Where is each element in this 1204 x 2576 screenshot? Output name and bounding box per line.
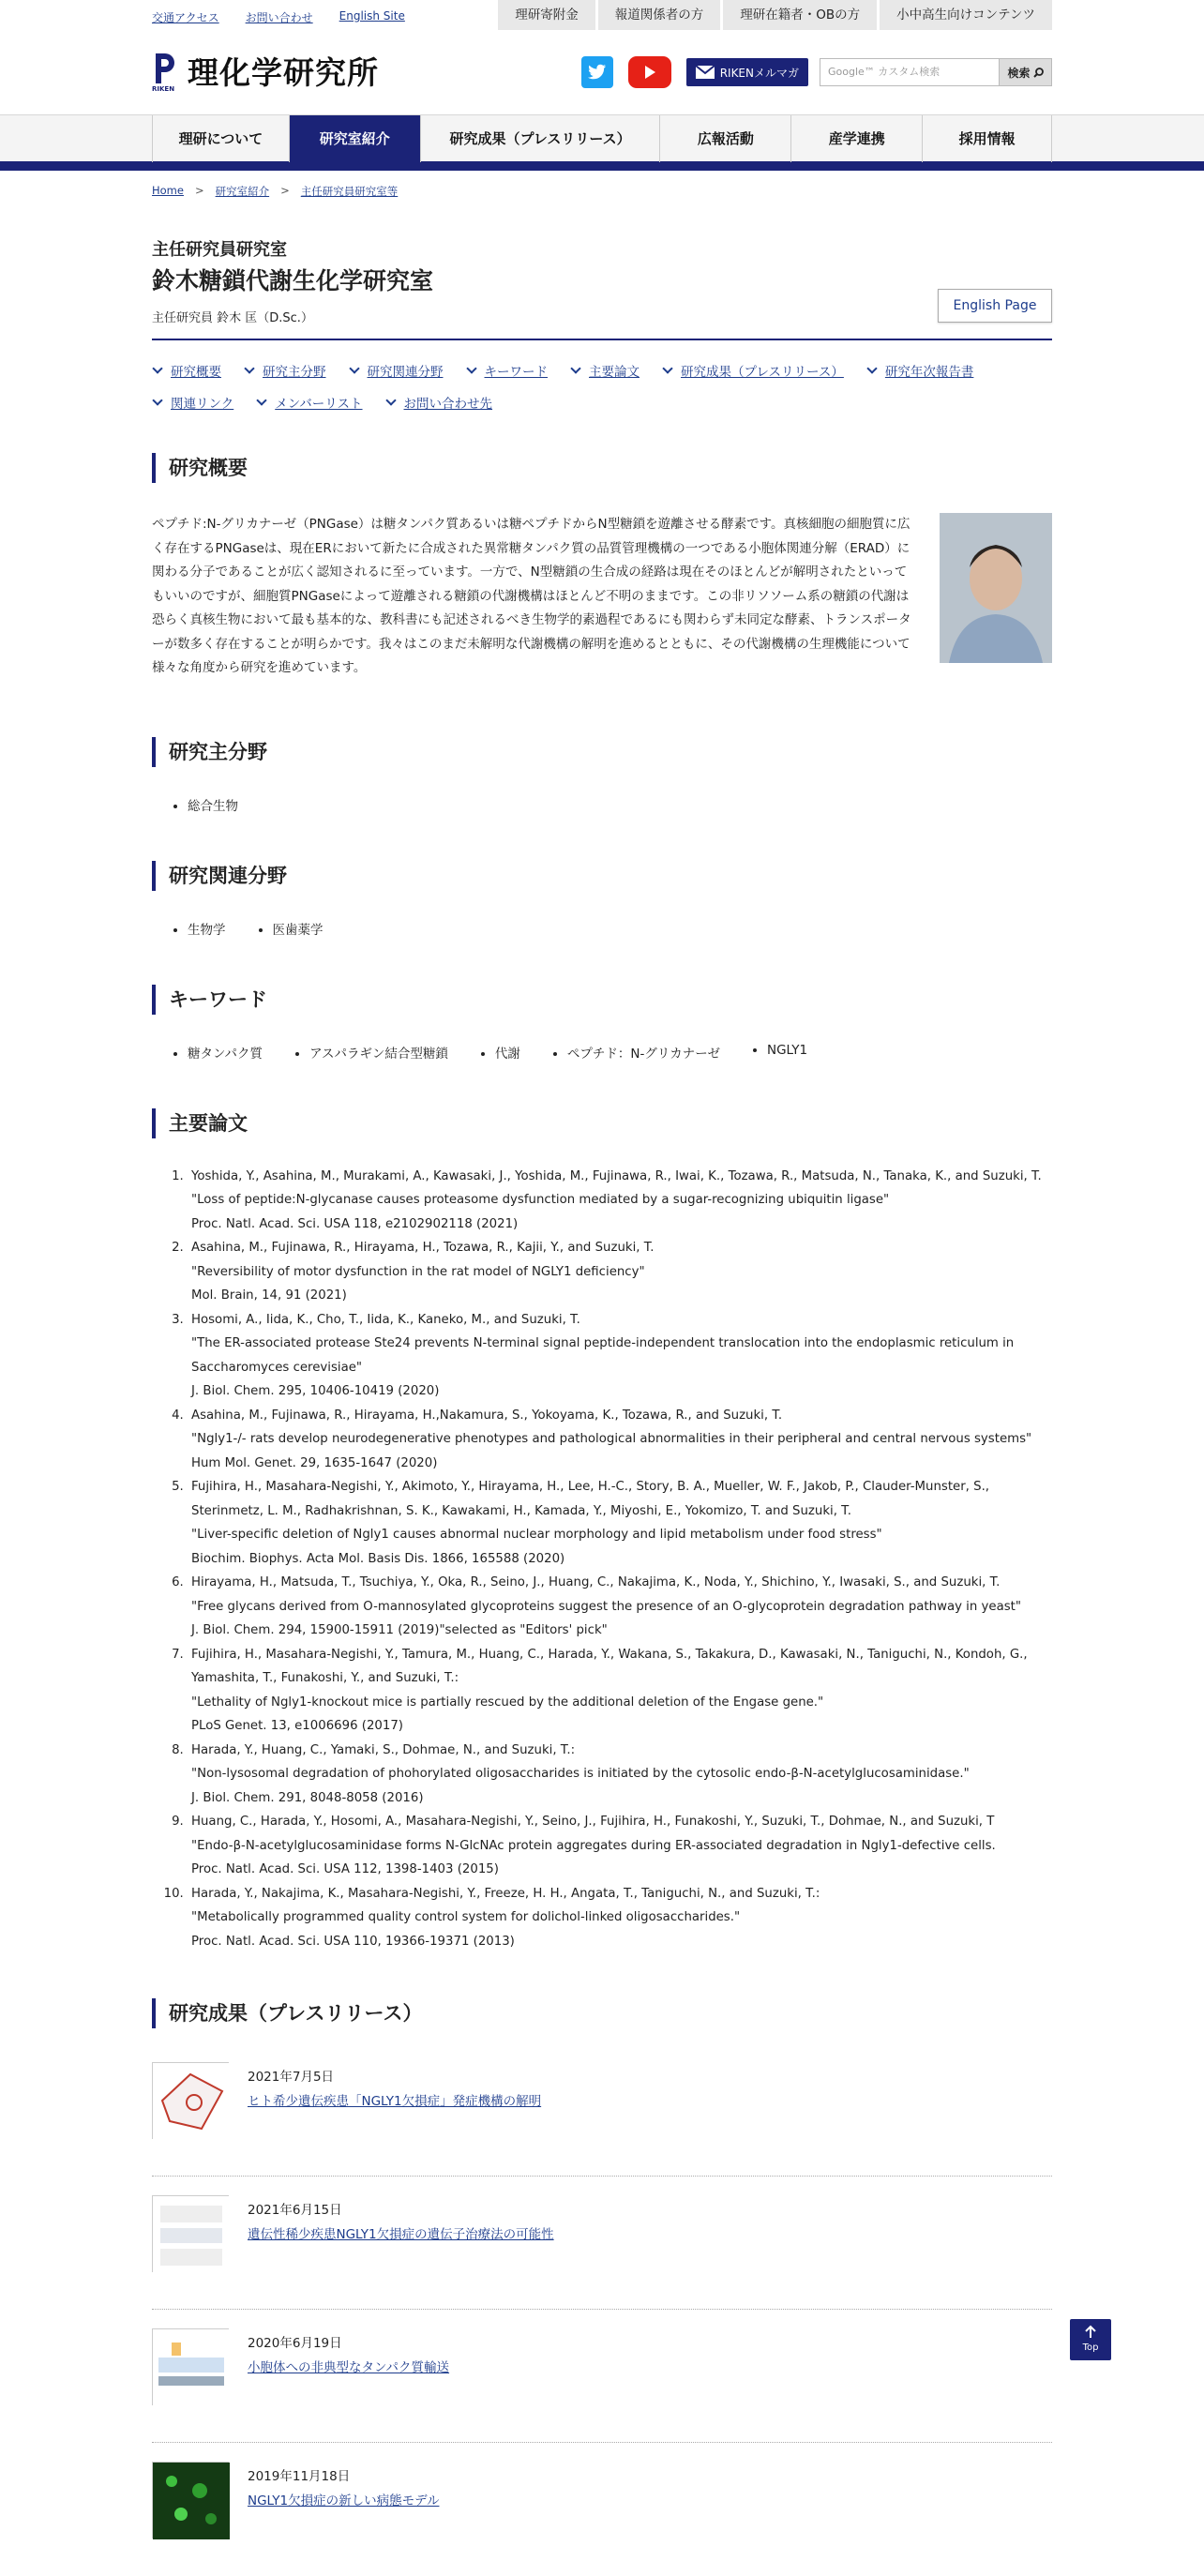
paper-authors: 4. Asahina, M., Fujinawa, R., Hirayama, H.,Nakamura, S., Yokoyama, K., Tozawa, R., and Suzuki, T. — [191, 1408, 783, 1423]
breadcrumb — [152, 184, 1052, 199]
anchor-related-field[interactable]: 研究関連分野 — [349, 361, 444, 380]
anchor-papers[interactable]: 主要論文 — [570, 361, 640, 380]
paper-authors: 2. Asahina, M., Fujinawa, R., Hirayama, H., Tozawa, R., Kajii, Y., and Suzuki, T. — [191, 1241, 655, 1255]
paper-authors: 6. Hirayama, H., Matsuda, T., Tsuchiya, Y., Oka, R., Seino, J., Huang, C., Nakajima, K., Noda, Y., Shichino, Y., Iwasaki, S., and Suzuki, T. — [191, 1575, 1001, 1589]
paper-authors: 9. Huang, C., Harada, Y., Hosomi, A., Masahara-Negishi, Y., Seino, J., Fujihira, H., Funakoshi, Y., Suzuki, T., Dohmae, N., and Suzuki, T — [191, 1815, 995, 1829]
keyword-item: • 代謝 — [495, 1043, 520, 1062]
paper-journal: Proc. Natl. Acad. Sci. USA 118, e2102902118 (2021) — [191, 1216, 519, 1231]
press-text — [248, 2462, 439, 2557]
paper-list — [152, 1165, 1052, 1954]
english-site-link[interactable]: English Site — [339, 9, 405, 23]
utility-bar — [152, 0, 1052, 30]
section-heading-related-field: 研究関連分野 — [152, 861, 1052, 891]
paper-title: "Reversibility of motor dysfunction in the rat model of NGLY1 deficiency" — [191, 1264, 645, 1279]
main-field-item: • 総合生物 — [188, 795, 238, 814]
main-nav-background — [0, 114, 1204, 161]
nav-labs[interactable]: 研究室紹介 — [290, 115, 421, 162]
paper-item — [188, 1882, 1052, 1954]
paper-authors: 8. Harada, Y., Huang, C., Yamaki, S., Dohmae, N., and Suzuki, T.: — [191, 1742, 576, 1757]
breadcrumb-labs[interactable]: 研究室紹介 — [215, 185, 270, 198]
anchor-links — [152, 361, 1052, 412]
anchor-members[interactable]: メンバーリスト — [256, 393, 362, 412]
press-thumbnail[interactable] — [152, 2195, 229, 2272]
search-input[interactable]: Google™ カスタム検索 — [820, 58, 1000, 86]
press-item — [152, 2195, 1052, 2310]
mail-icon — [696, 66, 715, 79]
paper-title: "The ER-associated protease Ste24 prevents N-terminal signal peptide-independent translocation into the endoplasmic reticulum in Saccharomyces cerevisiae" — [191, 1336, 1015, 1375]
section-heading-main-field: 研究主分野 — [152, 737, 1052, 767]
press-item — [152, 2462, 1052, 2576]
press-link[interactable]: ヒト希少遺伝疾患「NGLY1欠損症」発症機構の解明 — [248, 2094, 542, 2109]
anchor-overview[interactable]: 研究概要 — [152, 361, 221, 380]
paper-journal: Mol. Brain, 14, 91 (2021) — [191, 1288, 347, 1303]
overview — [152, 513, 1052, 681]
breadcrumb-home[interactable]: Home — [152, 184, 184, 197]
overview-text: ペプチド:N-グリカナーゼ（PNGase）は糖タンパク質あるいは糖ペプチドからN型糖鎖を遊離させる酵素です。真核細胞の細胞質に広く存在するPNGaseは、現在ERにおいて新たに合成された異常糖タンパク質の品質管理機構の一つである小胞体関連分解（ERAD）に関わる分子であることが広く認知されるに至っています。一方で、N型糖鎖の生合成の経路は現在そのほとんどが解明されたといってもいいのですが、細胞質PNGaseによって遊離される糖鎖の代謝機構はほとんど不明のままです。この非リソソーム系の糖鎖の代謝は恐らく真核生物において最も基本的な、教科書にも記述されるべき生物学的素過程であるにも関わらず未同定な酵素、トランスポーターが数多く存在することが明らかです。我々はこのまだ未解明な代謝機構の解明を進めるとともに、その代謝機構の生理機能について様々な角度から研究を進めています。 — [152, 517, 911, 675]
mail-magazine-button[interactable] — [686, 58, 808, 86]
paper-journal: Proc. Natl. Acad. Sci. USA 112, 1398-1403 (2015) — [191, 1862, 499, 1876]
site-header — [152, 30, 1052, 114]
nav-accent-bar — [0, 161, 1204, 171]
nav-recruit[interactable]: 採用情報 — [923, 115, 1052, 162]
paper-item — [188, 1404, 1052, 1476]
donation-tab[interactable]: 理研寄附金 — [498, 0, 595, 30]
main-nav — [152, 115, 1052, 162]
search-button[interactable] — [1000, 58, 1052, 86]
press-text — [248, 2328, 449, 2423]
press-thumbnail[interactable] — [152, 2328, 229, 2405]
nav-press-release[interactable]: 研究成果（プレスリリース） — [421, 115, 661, 162]
related-field-item: • 医歯薬学 — [273, 919, 324, 938]
alumni-tab[interactable]: 理研在籍者・OBの方 — [723, 0, 877, 30]
paper-title: "Non-lysosomal degradation of phohorylated oligosaccharides is initiated by the cytosolic endo-β-N-acetylglucosaminidase." — [191, 1767, 970, 1781]
mail-magazine-label: RIKENメルマガ — [719, 66, 799, 80]
paper-authors: 10. Harada, Y., Nakajima, K., Masahara-Negishi, Y., Freeze, H. H., Angata, T., Taniguchi, N., and Suzuki, T.: — [191, 1886, 820, 1901]
riken-logo[interactable] — [152, 49, 379, 93]
anchor-keywords[interactable]: キーワード — [466, 361, 549, 380]
nav-pr[interactable]: 広報活動 — [660, 115, 791, 162]
youtube-icon[interactable] — [628, 56, 671, 88]
anchor-press[interactable]: 研究成果（プレスリリース） — [662, 361, 844, 380]
keyword-item: • 糖タンパク質 — [188, 1043, 263, 1062]
paper-item — [188, 1475, 1052, 1571]
lab-pi: 主任研究員 鈴木 匡（D.Sc.） — [152, 311, 313, 325]
search-button-label: 検索 — [1007, 66, 1031, 80]
press-thumbnail[interactable] — [152, 2062, 229, 2139]
riken-logo-sub: RIKEN — [152, 84, 175, 93]
paper-item — [188, 1810, 1052, 1882]
back-to-top-button[interactable] — [1070, 2319, 1111, 2360]
paper-journal: J. Biol. Chem. 291, 8048-8058 (2016) — [191, 1790, 424, 1805]
section-heading-press: 研究成果（プレスリリース） — [152, 1998, 1052, 2028]
press-list — [152, 2062, 1052, 2576]
paper-authors: 7. Fujihira, H., Masahara-Negishi, Y., Tamura, M., Huang, C., Harada, Y., Wakana, S., Takakura, D., Kawasaki, N., Taniguchi, N., Kondoh, G., Yamashita, T., Funakoshi, Y., and Suzuki, T.: — [191, 1647, 1028, 1685]
riken-logo-text: 理化学研究所 — [188, 54, 379, 91]
paper-title: "Lethality of Ngly1-knockout mice is partially rescued by the additional deletion of the Engase gene." — [191, 1695, 824, 1710]
paper-title: "Loss of peptide:N-glycanase causes proteasome dysfunction mediated by a sugar-recognizing ubiquitin ligase" — [191, 1193, 890, 1207]
anchor-contact[interactable]: お問い合わせ先 — [385, 393, 493, 412]
press-text — [248, 2062, 541, 2157]
press-link[interactable]: 小胞体への非典型なタンパク質輸送 — [248, 2360, 450, 2375]
nav-about[interactable]: 理研について — [153, 115, 290, 162]
keyword-item: • NGLY1 — [767, 1043, 807, 1062]
paper-authors: 5. Fujihira, H., Masahara-Negishi, Y., Akimoto, Y., Hirayama, H., Lee, H.-C., Story, B. A., Mueller, W. F., Jakob, P., Clauder-Munster, S., Sterinmetz, L. M., Radhakrishnan, S. K., Kawakami, H., Kamada, Y., Miyoshi, E., Yokomizo, T. and Suzuki, T. — [191, 1480, 990, 1518]
press-date: 2021年7月5日 — [248, 2070, 335, 2085]
press-thumbnail[interactable] — [152, 2462, 229, 2538]
paper-title: "Liver-specific deletion of Ngly1 causes abnormal nuclear morphology and lipid metabolism under food stress" — [191, 1528, 882, 1542]
paper-title: "Metabolically programmed quality control system for dolichol-linked oligosaccharides." — [191, 1910, 741, 1924]
page-title: 鈴木糖鎖代謝生化学研究室 — [152, 267, 434, 294]
search-icon — [1033, 68, 1044, 78]
lab-category: 主任研究員研究室 — [152, 240, 287, 260]
paper-item — [188, 1643, 1052, 1739]
site-search — [820, 58, 1052, 86]
related-field-item: • 生物学 — [188, 919, 226, 938]
access-link[interactable]: 交通アクセス — [152, 11, 219, 24]
lab-header — [152, 236, 1052, 340]
kids-content-tab[interactable]: 小中高生向けコンテンツ — [880, 0, 1052, 30]
paper-journal: PLoS Genet. 13, e1006696 (2017) — [191, 1719, 403, 1733]
twitter-icon[interactable] — [581, 56, 613, 88]
english-page-button[interactable]: English Page — [938, 289, 1052, 323]
press-date: 2021年6月15日 — [248, 2203, 342, 2218]
breadcrumb-pi-labs[interactable]: 主任研究員研究室等 — [300, 185, 399, 198]
press-item — [152, 2328, 1052, 2443]
keyword-item: • アスパラギン結合型糖鎖 — [309, 1043, 448, 1062]
press-item — [152, 2062, 1052, 2177]
section-heading-keywords: キーワード — [152, 985, 1052, 1015]
contact-link[interactable]: お問い合わせ — [245, 11, 313, 24]
breadcrumb-separator: > — [280, 184, 290, 197]
section-heading-overview: 研究概要 — [152, 453, 1052, 483]
press-text — [248, 2195, 554, 2290]
press-link[interactable]: 遺伝性稀少疾患NGLY1欠損症の遺伝子治療法の可能性 — [248, 2227, 554, 2242]
pi-photo — [940, 513, 1052, 663]
paper-journal: Biochim. Biophys. Acta Mol. Basis Dis. 1866, 165588 (2020) — [191, 1551, 565, 1566]
paper-item — [188, 1739, 1052, 1811]
paper-journal: J. Biol. Chem. 294, 15900-15911 (2019)"selected as "Editors' pick" — [191, 1623, 608, 1637]
utility-links — [152, 9, 431, 25]
paper-journal: J. Biol. Chem. 295, 10406-10419 (2020) — [191, 1384, 440, 1398]
back-to-top-label: Top — [1082, 2343, 1099, 2353]
paper-authors: 3. Hosomi, A., Iida, K., Cho, T., Iida, K., Kaneko, M., and Suzuki, T. — [191, 1312, 580, 1327]
anchor-annual-report[interactable]: 研究年次報告書 — [866, 361, 974, 380]
related-field-list — [152, 919, 1052, 938]
riken-logo-icon — [152, 50, 180, 93]
paper-authors: 1. Yoshida, Y., Asahina, M., Murakami, A., Kawasaki, J., Yoshida, M., Fujinawa, R., Iwai, K., Tozawa, R., Matsuda, N., Tanaka, K., and Suzuki, T. — [191, 1168, 1042, 1183]
paper-item — [188, 1236, 1052, 1308]
paper-title: "Endo-β-N-acetylglucosaminidase forms N-GlcNAc protein aggregates during ER-associated degradation in Ngly1-defective cells. — [191, 1838, 996, 1853]
paper-item — [188, 1308, 1052, 1404]
paper-title: "Free glycans derived from O-mannosylated glycoproteins suggest the presence of an O-glycoprotein degradation pathway in yeast" — [191, 1599, 1021, 1614]
breadcrumb-separator: > — [194, 184, 204, 197]
main-field-list — [152, 795, 1052, 814]
anchor-related-links[interactable]: 関連リンク — [152, 393, 233, 412]
utility-tabs — [498, 0, 1052, 30]
paper-title: "Ngly1-/- rats develop neurodegenerative phenotypes and pathological abnormalities in their peripheral and central nervous systems" — [191, 1432, 1032, 1446]
paper-journal: Hum Mol. Genet. 29, 1635-1647 (2020) — [191, 1455, 438, 1470]
press-tab[interactable]: 報道関係者の方 — [598, 0, 721, 30]
keyword-list — [152, 1043, 1052, 1062]
press-date: 2020年6月19日 — [248, 2336, 342, 2351]
paper-journal: Proc. Natl. Acad. Sci. USA 110, 19366-19371 (2013) — [191, 1934, 515, 1949]
anchor-main-field[interactable]: 研究主分野 — [244, 361, 326, 380]
section-heading-papers: 主要論文 — [152, 1108, 1052, 1138]
paper-item — [188, 1571, 1052, 1643]
keyword-item: • ペプチド：N-グリカナーゼ — [567, 1043, 720, 1062]
arrow-up-icon — [1083, 2325, 1098, 2340]
paper-item — [188, 1165, 1052, 1237]
press-link[interactable]: NGLY1欠損症の新しい病態モデル — [248, 2493, 440, 2508]
social-links — [581, 56, 808, 88]
press-date: 2019年11月18日 — [248, 2469, 351, 2484]
nav-industry[interactable]: 産学連携 — [791, 115, 923, 162]
